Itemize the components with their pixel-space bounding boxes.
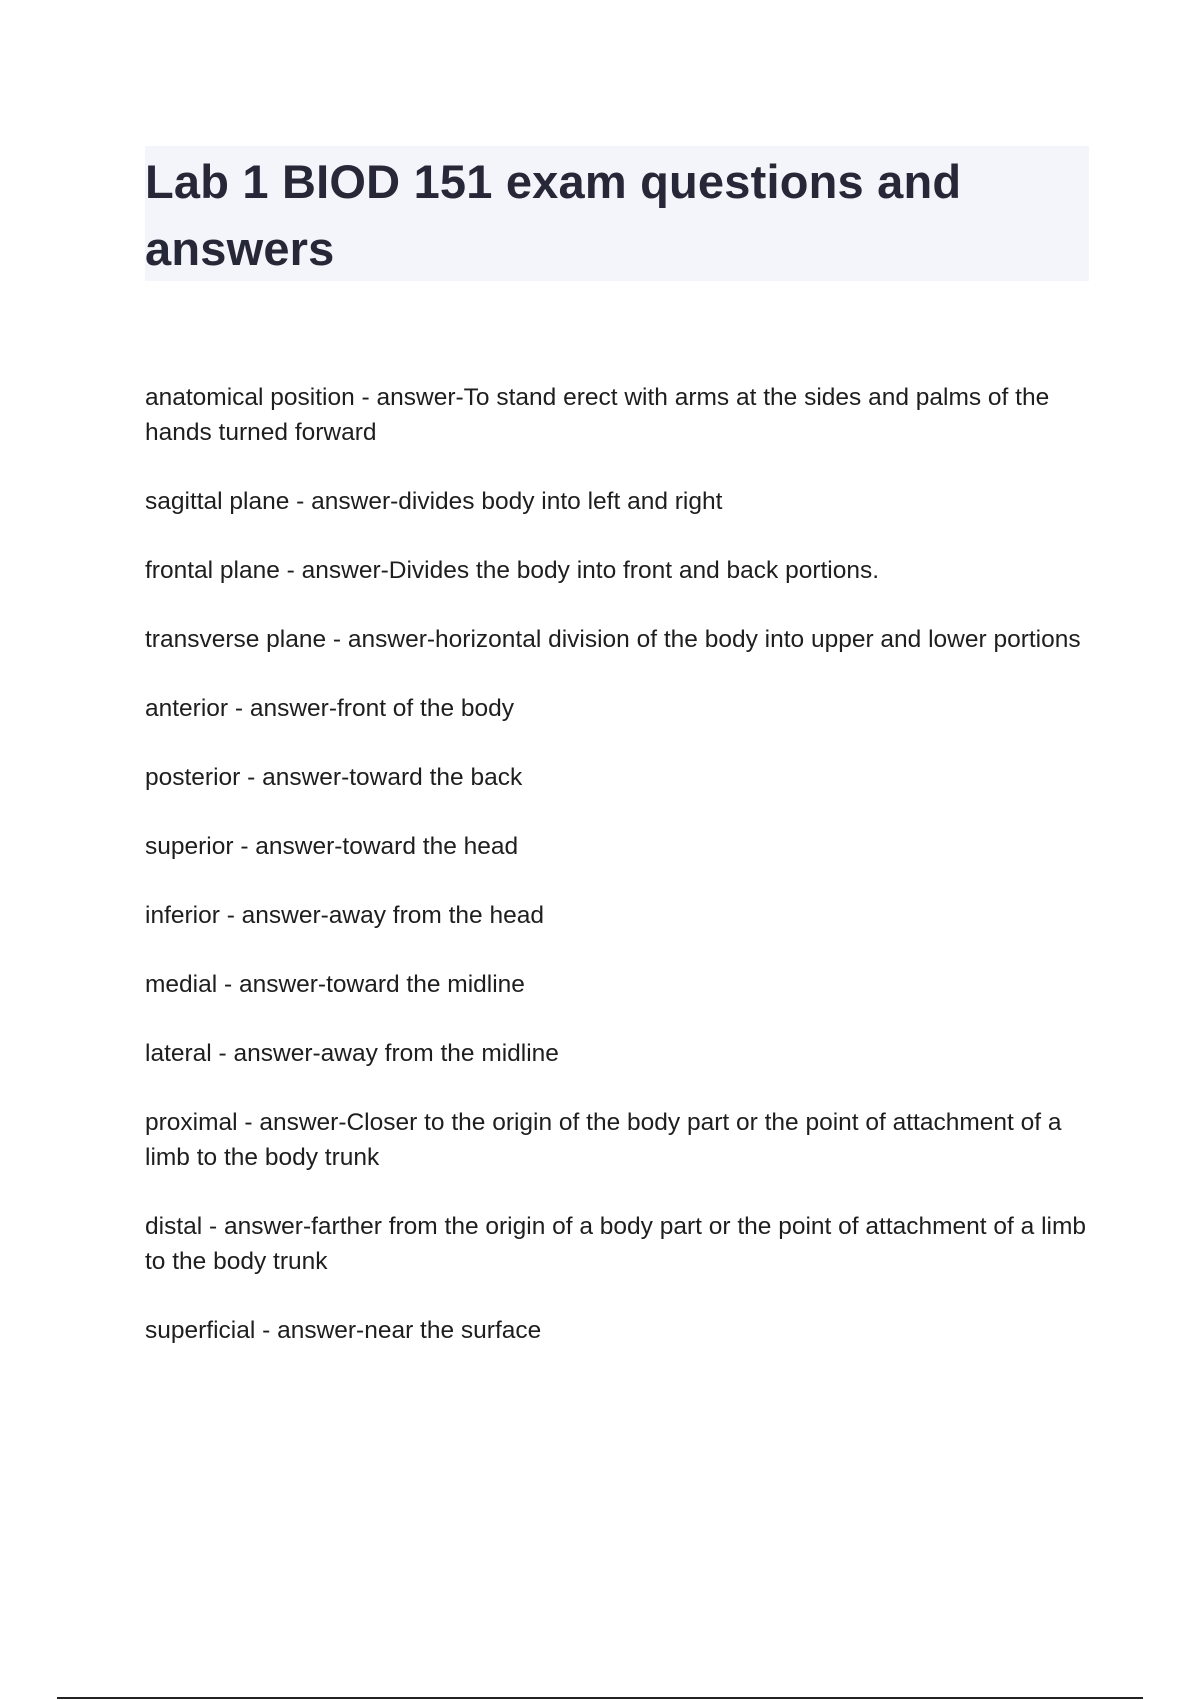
list-item: anatomical position - answer-To stand erect with arms at the sides and palms of the hands turned forward [145,384,1050,446]
qa-list [145,380,1095,1348]
list-item: transverse plane - answer-horizontal division of the body into upper and lower portions [145,626,1081,653]
footer-divider [57,1697,1143,1699]
list-item: lateral - answer-away from the midline [145,1040,559,1067]
list-item: posterior - answer-toward the back [145,764,523,791]
list-item: frontal plane - answer-Divides the body into front and back portions. [145,557,880,584]
title-banner [145,146,1089,281]
list-item: medial - answer-toward the midline [145,971,525,998]
list-item: superficial - answer-near the surface [145,1317,542,1344]
list-item: distal - answer-farther from the origin of a body part or the point of attachment of a limb to the body trunk [145,1213,1086,1275]
list-item: proximal - answer-Closer to the origin of the body part or the point of attachment of a limb to the body trunk [145,1109,1062,1171]
list-item: sagittal plane - answer-divides body into left and right [145,488,723,515]
list-item: superior - answer-toward the head [145,833,519,860]
list-item: inferior - answer-away from the head [145,902,544,929]
list-item: anterior - answer-front of the body [145,695,515,722]
page-title: Lab 1 BIOD 151 exam questions and answers [145,155,962,275]
